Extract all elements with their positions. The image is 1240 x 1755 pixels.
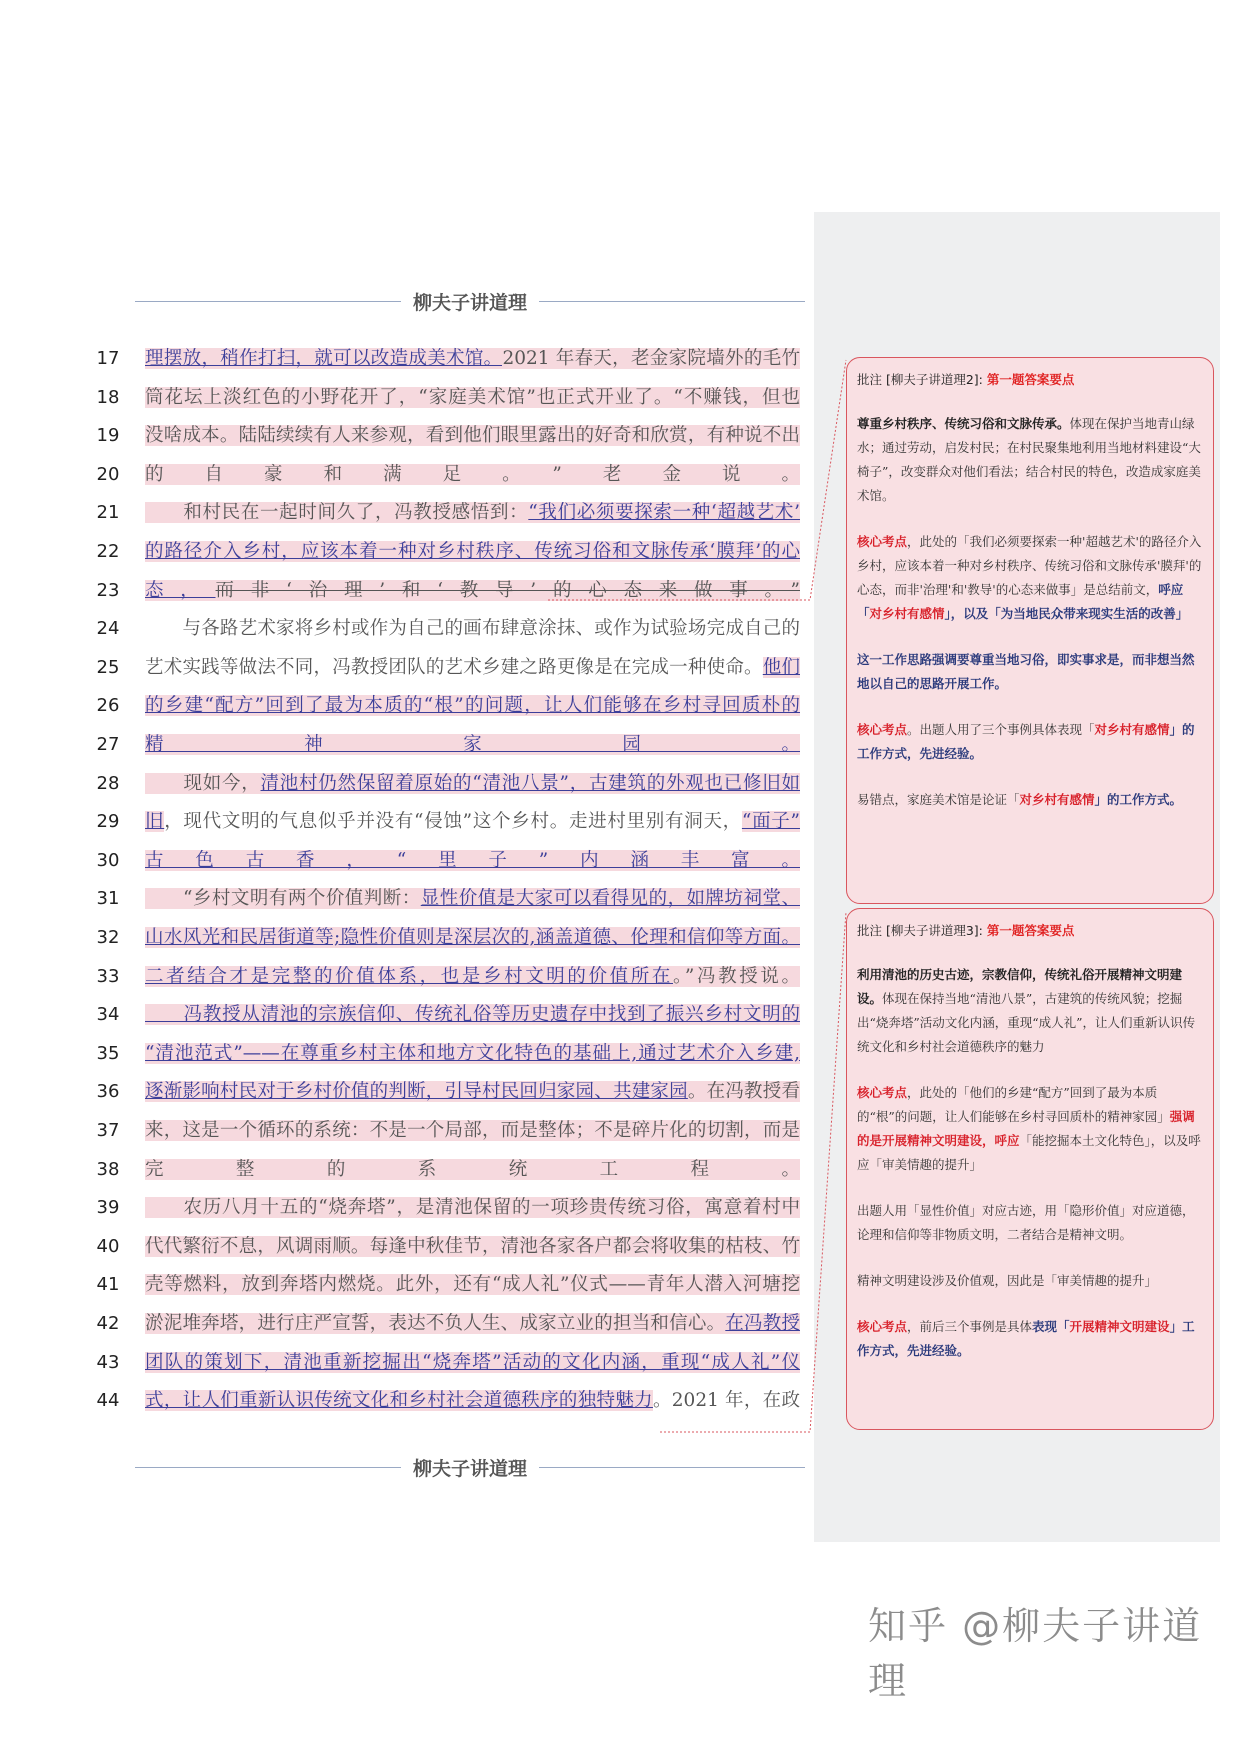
line-text — [145, 996, 800, 1035]
text-line — [0, 765, 810, 804]
text-line — [0, 1073, 810, 1112]
comment-paragraph — [857, 1199, 1203, 1247]
line-number: 24 — [96, 618, 120, 640]
comment-text: 尊重乡村秩序、传统习俗和文脉传承。 — [857, 416, 1070, 431]
line-text — [145, 842, 800, 881]
line-text — [145, 958, 800, 997]
line-number: 17 — [96, 348, 120, 369]
comment-paragraph — [857, 788, 1203, 812]
text-line — [0, 417, 810, 456]
line-number: 26 — [96, 695, 120, 717]
line-text — [145, 494, 800, 533]
comment-paragraph — [857, 963, 1203, 1059]
line-number: 31 — [96, 888, 120, 910]
comment-text: ，此处的「我们必须要探索一种'超越艺术'的路径介入乡村，应该本着一种对乡村秩序、传统习俗和文脉传承'膜拜'的心态，而非'治理'和'教导'的心态来做事」是总结前文， — [857, 534, 1202, 597]
text-segment: 。2021 年，在政 — [652, 1390, 800, 1412]
comment-paragraph — [857, 718, 1203, 766]
text-line — [0, 572, 810, 611]
comment-text: 表现「 — [1032, 1319, 1070, 1334]
text-line — [0, 842, 810, 881]
comment-header — [857, 368, 1203, 392]
line-text — [145, 610, 800, 649]
line-number: 34 — [96, 1004, 120, 1026]
comment-text: 这一工作思路强调要尊重当地习俗，即实事求是，而非想当然地以自己的思路开展工作。 — [857, 652, 1195, 691]
text-segment: 冯教授从清池的宗族信仰、传统礼俗等历史遗存中找到了振兴乡村文明的 — [145, 1004, 800, 1026]
text-line — [0, 1228, 810, 1267]
line-text — [145, 340, 800, 379]
text-segment: 逐渐影响村民对于乡村价值的判断，引导村民回归家园、共建家园 — [145, 1081, 688, 1103]
comment-text: 强调的是开展精神文明建设，呼应 — [857, 1109, 1195, 1148]
comment-text: ，前后三个事例是具体 — [907, 1319, 1033, 1334]
comment-paragraph — [857, 412, 1203, 508]
text-segment: “面子” — [741, 811, 800, 833]
comment-text: 核心考点 — [857, 1319, 908, 1334]
line-number: 18 — [96, 386, 120, 408]
comment-header — [857, 919, 1203, 943]
line-number: 30 — [96, 849, 120, 871]
header-title: 柳夫子讲道理 — [413, 291, 528, 314]
comment-text: 「能挖掘本土文化特色」，以及呼应「审美情趣的提升」 — [857, 1133, 1201, 1172]
text-segment: 代代繁衍不息，风调雨顺。每逢中秋佳节，清池各家各户都会将收集的枯枝、竹 — [145, 1235, 800, 1257]
line-text — [145, 1266, 800, 1305]
line-number: 20 — [96, 463, 120, 485]
line-text — [145, 880, 800, 919]
text-segment: 筒花坛上淡红色的小野花开了，“家庭美术馆”也正式开业了。“不赚钱，但也 — [145, 386, 800, 408]
text-line — [0, 533, 810, 572]
comment-balloon[interactable] — [846, 357, 1214, 904]
comment-text: 」的工作方式。 — [1094, 792, 1183, 807]
text-segment: 显性价值是大家可以看得见的，如牌坊祠堂、 — [420, 888, 800, 910]
footer-rule-left — [135, 1467, 401, 1468]
comment-text: 开展精神文明建设 — [1069, 1319, 1170, 1334]
text-segment: 理摆放，稍作打扫，就可以改造成美术馆。 — [145, 348, 503, 369]
line-text — [145, 649, 800, 688]
text-segment: 而非‘治理’和‘教导’的心态来做事。” — [215, 579, 800, 601]
comment-title: 第一题答案要点 — [986, 372, 1075, 387]
comment-paragraph — [857, 1081, 1203, 1177]
text-segment: 淤泥堆奔塔，进行庄严宣誓，表达不负人生、成家立业的担当和信心。 — [145, 1313, 726, 1334]
comment-text: 对乡村有感情 — [1019, 792, 1095, 807]
line-number: 23 — [96, 579, 120, 601]
footer-rule-right — [539, 1467, 805, 1468]
page-header — [135, 286, 805, 316]
line-text — [145, 1228, 800, 1267]
line-text — [145, 765, 800, 804]
text-segment: 态， — [145, 579, 216, 601]
line-text — [145, 803, 800, 842]
line-number: 35 — [96, 1042, 120, 1064]
comment-author: 批注 [柳夫子讲道理2]: — [857, 372, 987, 387]
line-number: 25 — [96, 656, 120, 678]
line-number: 36 — [96, 1081, 120, 1103]
line-text — [145, 572, 800, 611]
text-segment: ，现代文明的气息似乎并没有“侵蚀”这个乡村。走进村里别有洞天， — [164, 811, 742, 833]
comment-text: 核心考点 — [857, 534, 908, 549]
text-segment: 清池村仍然保留着原始的“清池八景”，古建筑的外观也已修旧如 — [260, 772, 800, 794]
text-segment: 精神家园。 — [145, 734, 800, 755]
line-text — [145, 1073, 800, 1112]
comment-text: 对乡村有感情 — [1094, 722, 1170, 737]
line-text — [145, 1035, 800, 1074]
comment-text: 。出题人用了三个事例具体表现「 — [907, 722, 1095, 737]
text-segment: 来，这是一个循环的系统：不是一个局部，而是整体；不是碎片化的切割，而是 — [145, 1120, 800, 1141]
text-segment: “清池范式”——在尊重乡村主体和地方文化特色的基础上,通过艺术介入乡建, — [145, 1042, 800, 1064]
line-text — [145, 533, 800, 572]
text-line — [0, 1382, 810, 1421]
text-segment: 与各路艺术家将乡村或作为自己的画布肆意涂抹、或作为试验场完成自己的 — [145, 618, 800, 640]
text-segment: 二者结合才是完整的价值体系，也是乡村文明的价值所在 — [145, 965, 674, 987]
text-segment: 没啥成本。陆陆续续有人来参观，看到他们眼里露出的好奇和欣赏，有种说不出 — [145, 425, 800, 447]
comment-text: 」的工作方式，先进经验。 — [857, 722, 1195, 761]
line-number: 42 — [96, 1313, 120, 1334]
line-number: 19 — [96, 425, 120, 447]
comment-author: 批注 [柳夫子讲道理3]: — [857, 923, 987, 938]
line-text — [145, 1344, 800, 1383]
text-segment: 的路径介入乡村，应该本着一种对乡村秩序、传统习俗和文脉传承‘膜拜’的心 — [145, 541, 800, 562]
zhihu-watermark: 知乎 @柳夫子讲道理 — [868, 1604, 1203, 1703]
comment-text: 体现在保护当地青山绿水；通过劳动，启发村民；在村民聚集地利用当地材料建设“大椅子”，改变群众对他们看法；结合村民的特色，改造成家庭美术馆。 — [857, 416, 1201, 503]
line-number: 29 — [96, 811, 120, 833]
comment-text: 对乡村有感情 — [869, 606, 945, 621]
line-text — [145, 687, 800, 726]
text-line — [0, 649, 810, 688]
header-rule-left — [135, 301, 401, 302]
text-line — [0, 1344, 810, 1383]
line-number: 32 — [96, 927, 120, 948]
line-text — [145, 726, 800, 765]
comment-text: 体现在保持当地“清池八景”，古建筑的传统风貌；挖掘出“烧奔塔”活动文化内涵，重现“成人礼”，让人们重新认识传统文化和乡村社会道德秩序的魅力 — [857, 991, 1196, 1054]
text-segment: 完整的系统工程。 — [145, 1158, 800, 1180]
text-segment: 旧 — [145, 811, 165, 833]
footer-title: 柳夫子讲道理 — [413, 1457, 528, 1480]
comment-text: 」，以及「为当地民众带来现实生活的改善」 — [944, 606, 1189, 621]
line-number: 44 — [96, 1390, 120, 1412]
comment-title: 第一题答案要点 — [986, 923, 1075, 938]
comment-paragraph — [857, 1269, 1203, 1293]
comment-text: 核心考点 — [857, 1085, 908, 1100]
line-text — [145, 417, 800, 456]
text-line — [0, 1305, 810, 1344]
text-segment: 2021 年春天，老金家院墙外的毛竹 — [502, 348, 800, 369]
text-segment: 壳等燃料，放到奔塔内燃烧。此外，还有“成人礼”仪式——青年人潜入河塘挖 — [145, 1274, 800, 1296]
text-line — [0, 880, 810, 919]
text-line — [0, 726, 810, 765]
text-line — [0, 1151, 810, 1190]
line-number: 40 — [96, 1235, 120, 1257]
line-text — [145, 1151, 800, 1190]
comment-paragraph — [857, 530, 1203, 626]
text-segment: 和村民在一起时间久了，冯教授感悟到： — [145, 502, 529, 524]
comment-text: 易错点，家庭美术馆是论证「 — [857, 792, 1020, 807]
line-text — [145, 456, 800, 495]
text-segment: 式，让人们重新认识传统文化和乡村社会道德秩序的独特魅力 — [145, 1390, 653, 1412]
text-segment: 山水风光和民居街道等;隐性价值则是深层次的,涵盖道德、伦理和信仰等方面。 — [145, 927, 800, 948]
text-line — [0, 1266, 810, 1305]
comment-text: 利用清池的历史古迹，宗教信仰，传统礼俗开展精神文明建设。 — [857, 967, 1183, 1006]
comment-text: 精神文明建设涉及价值观，因此是「审美情趣的提升」 — [857, 1273, 1158, 1288]
text-segment: 。”冯教授说。 — [673, 965, 800, 987]
text-segment: 古色古香，“里子”内涵丰富。 — [145, 849, 800, 871]
comment-balloon[interactable] — [846, 908, 1214, 1430]
line-text — [145, 1382, 800, 1421]
line-text — [145, 1305, 800, 1344]
comment-text: 呼应「 — [857, 582, 1184, 621]
text-line — [0, 456, 810, 495]
text-line — [0, 687, 810, 726]
line-number: 27 — [96, 734, 120, 755]
text-line — [0, 340, 810, 379]
line-number: 38 — [96, 1158, 120, 1180]
line-number: 37 — [96, 1120, 120, 1141]
page-footer — [135, 1452, 805, 1482]
text-segment: “乡村文明有两个价值判断： — [145, 888, 421, 910]
text-line — [0, 379, 810, 418]
text-line — [0, 494, 810, 533]
line-text — [145, 919, 800, 958]
text-line — [0, 958, 810, 997]
text-segment: 。在冯教授看 — [687, 1081, 800, 1103]
text-segment: 的自豪和满足。”老金说。 — [145, 463, 800, 485]
line-number: 39 — [96, 1197, 120, 1219]
text-line — [0, 803, 810, 842]
text-segment: “我们必须要探索一种‘超越艺术’ — [528, 502, 800, 524]
comment-text: 」工作方式，先进经验。 — [857, 1319, 1195, 1358]
text-line — [0, 1112, 810, 1151]
text-segment: 农历八月十五的“烧奔塔”，是清池保留的一项珍贵传统习俗，寓意着村中 — [145, 1197, 800, 1219]
line-text — [145, 1189, 800, 1228]
line-number: 21 — [96, 502, 120, 524]
header-rule-right — [539, 301, 805, 302]
line-number: 41 — [96, 1274, 120, 1296]
line-number: 22 — [96, 541, 120, 562]
line-number: 33 — [96, 965, 120, 987]
comment-text: 出题人用「显性价值」对应古迹，用「隐形价值」对应道德，论理和信仰等非物质文明，二者结合是精神文明。 — [857, 1203, 1195, 1242]
text-line — [0, 1035, 810, 1074]
text-segment: 他们 — [762, 656, 800, 678]
text-line — [0, 996, 810, 1035]
line-number: 28 — [96, 772, 120, 794]
comment-text: ，此处的「他们的乡建“配方”回到了最为本质的“根”的问题，让人们能够在乡村寻回质朴的精神家园」 — [857, 1085, 1170, 1124]
text-segment: 团队的策划下，清池重新挖掘出“烧奔塔”活动的文化内涵，重现“成人礼”仪 — [145, 1351, 800, 1373]
text-line — [0, 610, 810, 649]
text-line — [0, 1189, 810, 1228]
text-segment: 的乡建“配方”回到了最为本质的“根”的问题，让人们能够在乡村寻回质朴的 — [145, 695, 800, 717]
line-number: 43 — [96, 1351, 120, 1373]
text-segment: 艺术实践等做法不同，冯教授团队的艺术乡建之路更像是在完成一种使命。 — [145, 656, 763, 678]
line-text — [145, 379, 800, 418]
comment-paragraph — [857, 648, 1203, 696]
text-line — [0, 919, 810, 958]
text-segment: 在冯教授 — [725, 1313, 800, 1334]
text-segment: 现如今， — [145, 772, 261, 794]
comment-paragraph — [857, 1315, 1203, 1363]
comment-text: 核心考点 — [857, 722, 908, 737]
line-text — [145, 1112, 800, 1151]
